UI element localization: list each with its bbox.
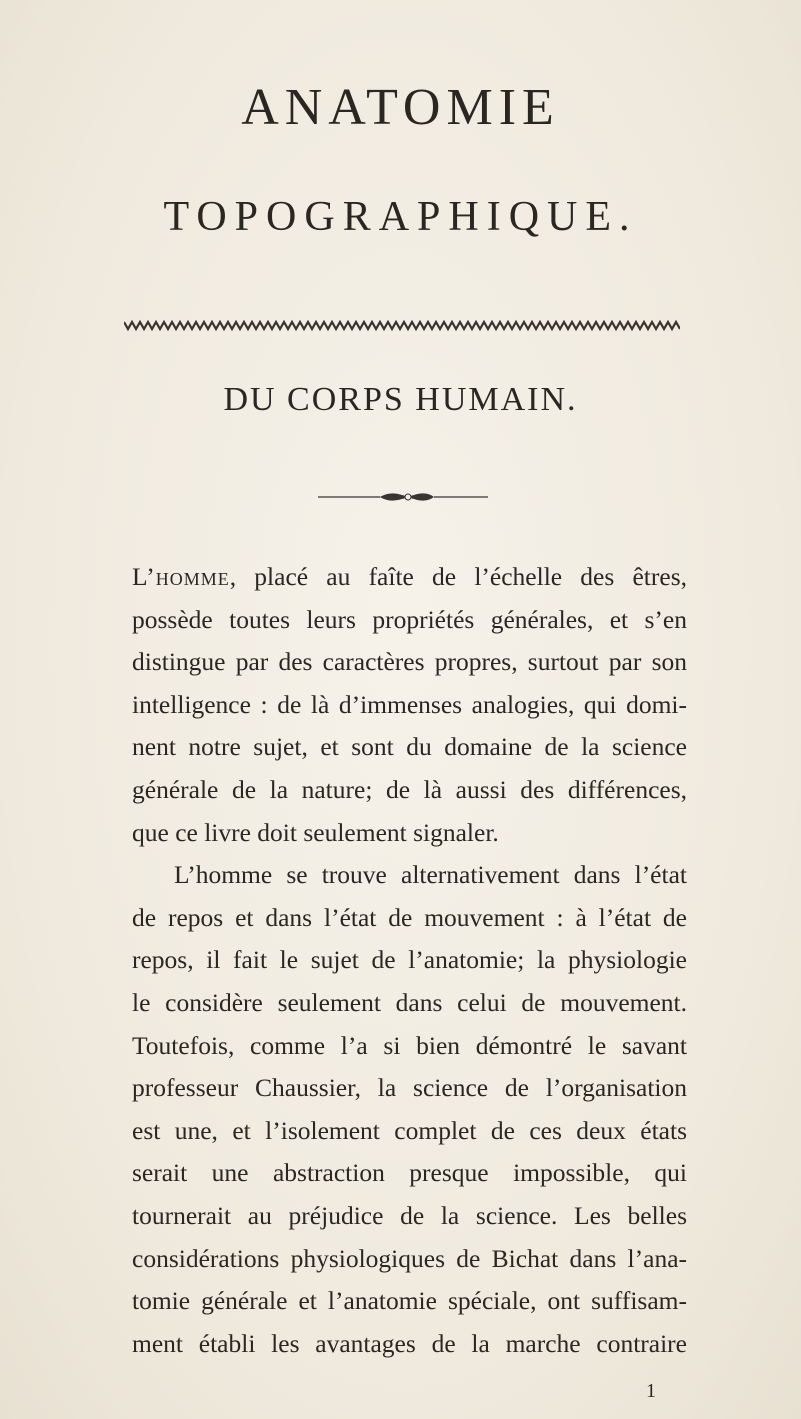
wavy-rule-ornament	[124, 318, 680, 332]
text-line: serait une abstraction presque impossible, qui	[132, 1158, 687, 1188]
text-line: que ce livre doit seulement signaler.	[132, 817, 499, 847]
body-text	[132, 556, 687, 1365]
paragraph2-line1: L’homme se trouve alternativement dans l’état	[174, 860, 687, 890]
text-line: considérations physiologiques de Bichat dans l’ana-	[132, 1243, 687, 1273]
text-line: de repos et dans l’état de mouvement : à l’état de	[132, 902, 687, 932]
text-line: repos, il fait le sujet de l’anatomie; la physiologie	[132, 945, 687, 975]
paragraph1-line1	[132, 556, 687, 599]
title-topographique: TOPOGRAPHIQUE.	[163, 194, 638, 240]
text-line: possède toutes leurs propriétés générales, et s’en	[132, 604, 687, 634]
text-line: Toutefois, comme l’a si bien démontré le savant	[132, 1030, 687, 1060]
text-line: générale de la nature; de là aussi des différences,	[132, 774, 687, 804]
text-line: est une, et l’isolement complet de ces deux états	[132, 1115, 687, 1145]
section-divider-ornament	[318, 490, 488, 504]
text-line: distingue par des caractères propres, surtout par son	[132, 647, 687, 677]
title-anatomie: ANATOMIE	[241, 79, 560, 136]
text-line: nent notre sujet, et sont du domaine de la science	[132, 732, 687, 762]
paragraph-opening-word: L’homme	[132, 562, 230, 591]
paragraph1-line1-text: , placé au faîte de l’échelle des êtres,	[229, 562, 687, 591]
text-line: professeur Chaussier, la science de l’organisation	[132, 1073, 687, 1103]
text-line: ment établi les avantages de la marche contraire	[132, 1328, 687, 1358]
title-corps-humain: DU CORPS HUMAIN.	[223, 381, 578, 418]
page-number: 1	[646, 1380, 656, 1402]
text-line: le considère seulement dans celui de mouvement.	[132, 987, 687, 1017]
text-line: tournerait au préjudice de la science. Les belles	[132, 1200, 687, 1230]
text-line: intelligence : de là d’immenses analogies, qui domi-	[132, 689, 687, 719]
text-line: tomie générale et l’anatomie spéciale, ont suffisam-	[132, 1286, 687, 1316]
